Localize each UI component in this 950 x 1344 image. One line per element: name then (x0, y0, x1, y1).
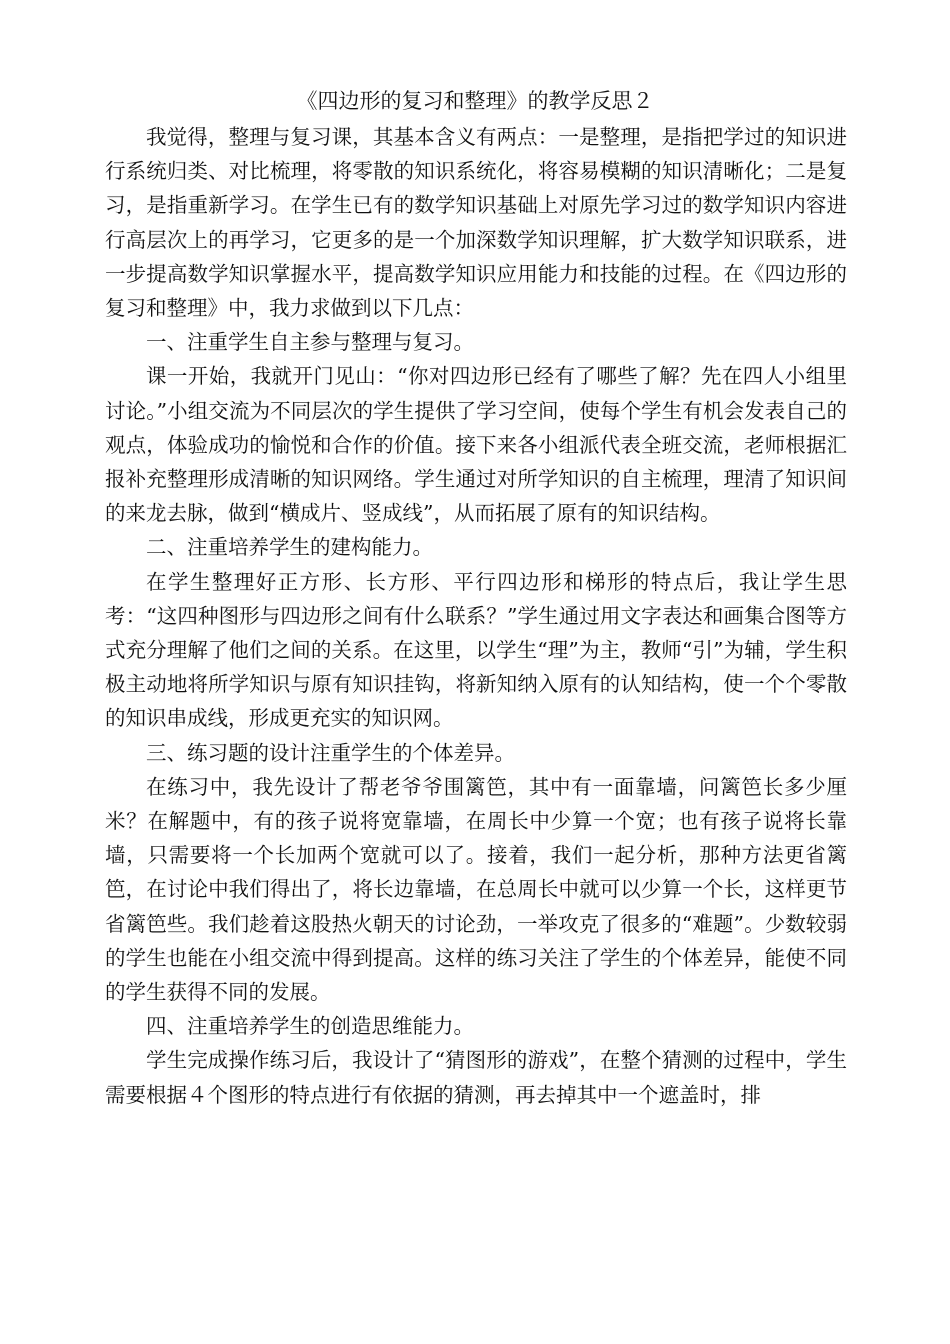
section-paragraph-1: 课一开始，我就开门见山：“你对四边形已经有了哪些了解？先在四人小组里讨论。”小组交流为不同层次的学生提供了学习空间，使每个学生有机会发表自己的观点，体验成功的愉悦和合作的价值。接下来各小组派代表全班交流，老师根据汇报补充整理形成清晰的知识网络。学生通过对所学知识的自主梳理，理清了知识间的来龙去脉，做到“横成片、竖成线”，从而拓展了原有的知识结构。 (105, 364, 847, 526)
section-paragraph-2: 在学生整理好正方形、长方形、平行四边形和梯形的特点后，我让学生思考：“这四种图形与四边形之间有什么联系？”学生通过用文字表达和画集合图等方式充分理解了他们之间的关系。在这里，以学生“理”为主，教师“引”为辅，学生积极主动地将所学知识与原有知识挂钩，将新知纳入原有的认知结构，使一个个零散的知识串成线，形成更充实的知识网。 (105, 569, 847, 731)
section-heading-1: 一、注重学生自主参与整理与复习。 (146, 330, 474, 355)
section-paragraph-4: 学生完成操作练习后，我设计了“猜图形的游戏”，在整个猜测的过程中，学生需要根据４个图形的特点进行有依据的猜测，再去掉其中一个遮盖时，排 (105, 1048, 847, 1107)
document-title: 《四边形的复习和整理》的教学反思２ (296, 89, 654, 113)
intro-paragraph: 我觉得，整理与复习课，其基本含义有两点：一是整理，是指把学过的知识进行系统归类、对比梳理，将零散的知识系统化，将容易模糊的知识清晰化；二是复习，是指重新学习。在学生已有的数学知识基础上对原先学习过的数学知识内容进行高层次上的再学习，它更多的是一个加深数学知识理解，扩大数学知识联系，进一步提高数学知识掌握水平，提高数学知识应用能力和技能的过程。在《四边形的复习和整理》中，我力求做到以下几点： (105, 125, 847, 321)
section-heading-2: 二、注重培养学生的建构能力。 (146, 535, 433, 560)
section-heading-3: 三、练习题的设计注重学生的个体差异。 (146, 740, 515, 765)
section-paragraph-3: 在练习中，我先设计了帮老爷爷围篱笆，其中有一面靠墙，问篱笆长多少厘米？在解题中，有的孩子说将宽靠墙，在周长中少算一个宽；也有孩子说将长靠墙，只需要将一个长加两个宽就可以了。接着，我们一起分析，那种方法更省篱笆，在讨论中我们得出了，将长边靠墙，在总周长中就可以少算一个长，这样更节省篱笆些。我们趁着这股热火朝天的讨论劲，一举攻克了很多的“难题”。少数较弱的学生也能在小组交流中得到提高。这样的练习关注了学生的个体差异，能使不同的学生获得不同的发展。 (105, 774, 847, 1005)
document-body (105, 120, 847, 1112)
section-heading-4: 四、注重培养学生的创造思维能力。 (146, 1014, 474, 1039)
